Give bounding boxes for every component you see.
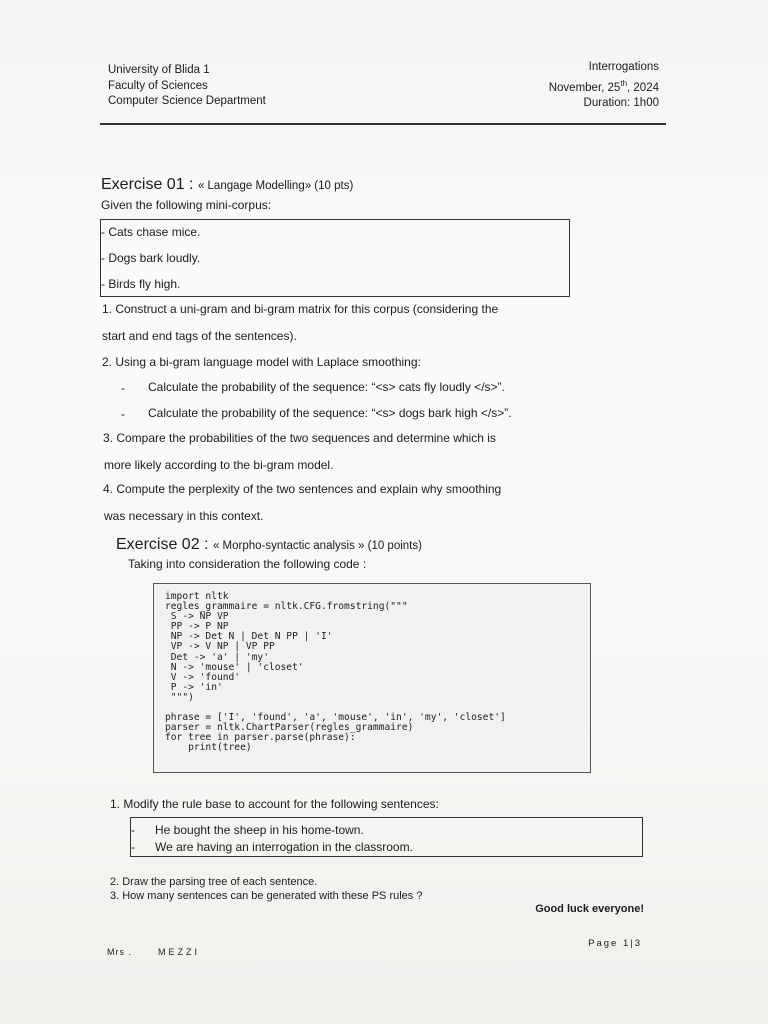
question-4-line2: was necessary in this context. bbox=[104, 509, 264, 523]
institution-header bbox=[108, 63, 266, 110]
exam-date-suffix: th bbox=[620, 78, 628, 88]
question-1-line2: start and end tags of the sentences). bbox=[102, 329, 297, 343]
exercise2-question-1: 1. Modify the rule base to account for the following sentences: bbox=[110, 797, 439, 811]
department-name: Computer Science Department bbox=[108, 95, 266, 107]
bullet-dash: - bbox=[121, 381, 125, 395]
corpus-sentence: - Birds fly high. bbox=[101, 277, 181, 291]
corpus-sentence: - Cats chase mice. bbox=[101, 225, 201, 239]
sentence-dash: - bbox=[131, 823, 135, 837]
exam-date-year: , 2024 bbox=[627, 81, 659, 94]
exam-type: Interrogations bbox=[588, 61, 659, 73]
exercise2-title bbox=[116, 536, 422, 554]
corpus-box bbox=[100, 219, 570, 297]
exercise2-question-2: 2. Draw the parsing tree of each sentence. bbox=[110, 876, 318, 888]
question-2-item: Calculate the probability of the sequence: “<s> cats fly loudly </s>”. bbox=[148, 380, 505, 394]
exercise1-title bbox=[101, 176, 353, 194]
page-number: Page 1|3 bbox=[588, 938, 642, 949]
exercise1-heading: Exercise 01 : bbox=[101, 176, 198, 193]
question-3-line1: 3. Compare the probabilities of the two sequences and determine which is bbox=[103, 431, 496, 445]
question-2-item: Calculate the probability of the sequence: “<s> dogs bark high </s>”. bbox=[148, 406, 512, 420]
question-4-line1: 4. Compute the perplexity of the two sentences and explain why smoothing bbox=[103, 482, 502, 496]
exercise1-intro: Given the following mini-corpus: bbox=[101, 198, 272, 212]
exercise1-subtitle: « Langage Modelling» (10 pts) bbox=[197, 180, 354, 192]
sentence-item: He bought the sheep in his home-town. bbox=[155, 823, 364, 837]
code-block bbox=[153, 583, 591, 773]
exercise2-intro: Taking into consideration the following code : bbox=[128, 557, 367, 571]
faculty-name: Faculty of Sciences bbox=[108, 79, 208, 92]
question-1-line1: 1. Construct a uni-gram and bi-gram matrix for this corpus (considering the bbox=[102, 302, 499, 316]
bullet-dash: - bbox=[121, 407, 125, 421]
header-divider bbox=[100, 123, 666, 125]
author-name: MEZZI bbox=[158, 947, 200, 957]
question-2: 2. Using a bi-gram language model with Laplace smoothing: bbox=[102, 355, 421, 369]
sentence-item: We are having an interrogation in the classroom. bbox=[155, 840, 413, 854]
sentence-dash: - bbox=[131, 840, 135, 854]
exam-duration: Duration: 1h00 bbox=[583, 96, 659, 109]
author-prefix: Mrs . bbox=[107, 947, 132, 957]
university-name: University of Blida 1 bbox=[108, 64, 210, 76]
corpus-sentence: - Dogs bark loudly. bbox=[101, 251, 201, 265]
exercise2-heading: Exercise 02 : bbox=[116, 536, 213, 553]
python-code: import nltk regles_grammaire = nltk.CFG.fromstring(""" S -> NP VP PP -> P NP NP -> Det N | Det N PP | 'I' VP -> V NP | VP PP Det -> 'a' | 'my' N -> 'mouse' | 'closet' V -> 'found' P -> 'in' """) phrase = ['I', 'found', 'a', 'mouse', 'in', 'my', 'closet'] parser = nltk.ChartParser(regles_grammaire) for tree in parser.parse(phrase): print(tree) bbox=[165, 591, 506, 754]
exercise2-question-3: 3. How many sentences can be generated with these PS rules ? bbox=[110, 890, 423, 902]
question-3-line2: more likely according to the bi-gram model. bbox=[104, 458, 334, 472]
author-signature bbox=[107, 947, 200, 957]
good-luck-note: Good luck everyone! bbox=[535, 903, 644, 915]
exam-date bbox=[549, 76, 659, 96]
sentences-box bbox=[130, 817, 643, 857]
exam-info-header bbox=[549, 60, 659, 111]
exam-date-main: November, 25 bbox=[548, 81, 621, 94]
exercise2-subtitle: « Morpho-syntactic analysis » (10 points) bbox=[212, 540, 422, 552]
